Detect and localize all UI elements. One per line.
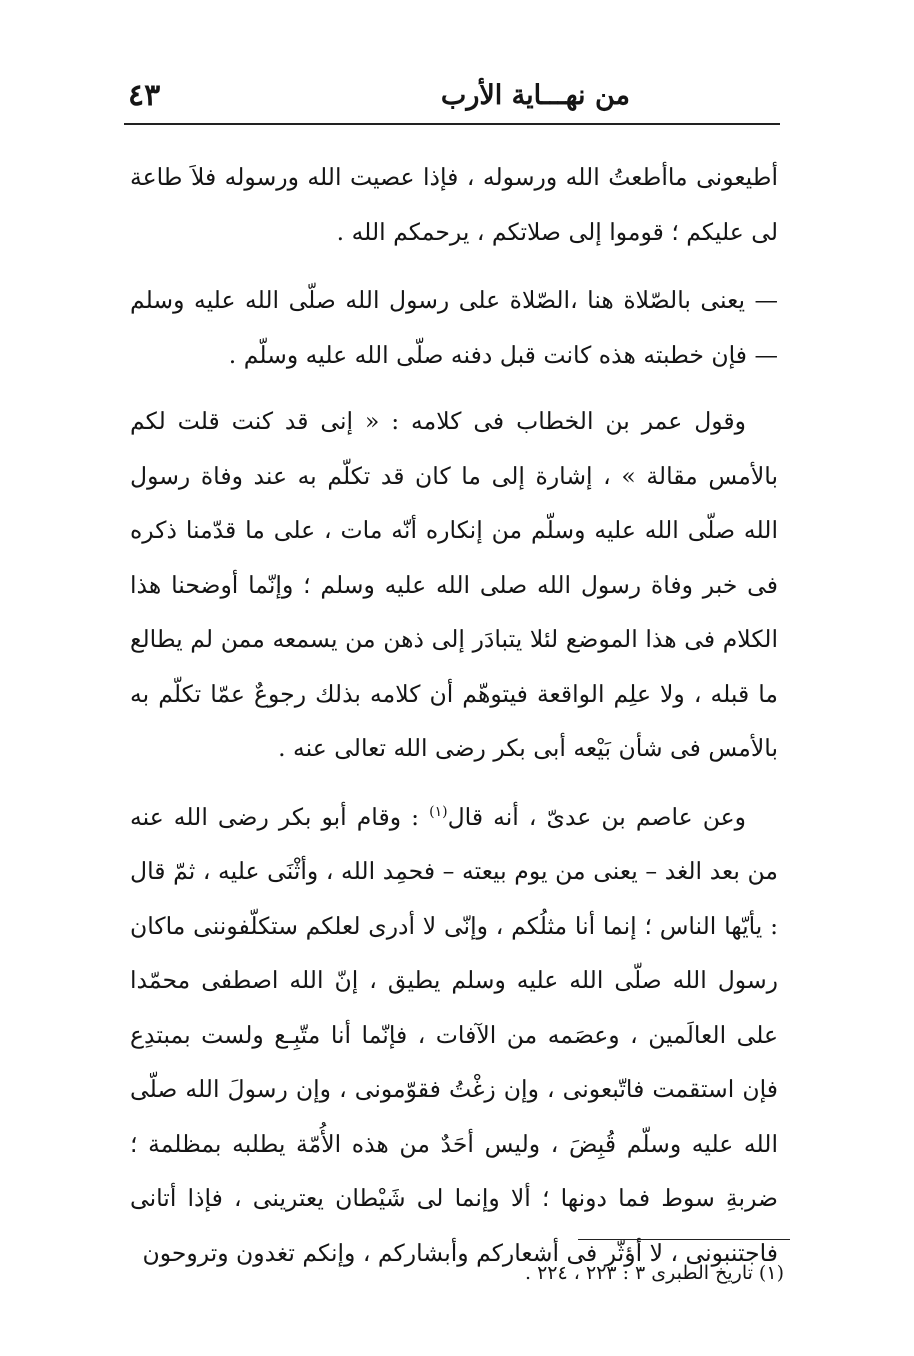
footnote: (١) تاريخ الطبرى ٣ : ٢٢٣ ، ٢٢٤ . [525,1262,784,1284]
body-text [130,150,778,1294]
paragraph-3: وقول عمر بن الخطاب فى كلامه : « إنى قد كنت قلت لكم بالأمس مقالة » ، إشارة إلى ما كان قد تكلّم به عند وفاة رسول الله صلّى الله عليه وسلّم من إنكاره أنّه مات ، على ما قدّمنا ذكره فى خبر وفاة رسول الله صلى الله عليه وسلم ؛ وإنّما أوضحنا هذا الكلام فى هذا الموضع لئلا يتبادَر إلى ذهن من يسمعه ممن لم يطالع ما قبله ، ولا علِم الواقعة فيتوهّم أن كلامه بذلك رجوعٌ عمّا تكلّم به بالأمس فى شأن بَيْعه أبى بكر رضى الله تعالى عنه . [130,407,778,762]
paragraph-2: — يعنى بالصّلاة هنا ،الصّلاة على رسول الله صلّى الله عليه وسلم — فإن خطبته هذه كانت قبل دفنه صلّى الله عليه وسلّم . [130,286,778,369]
paragraph-4-rest: : وقام أبو بكر رضى الله عنه من بعد الغد – يعنى من يوم بيعته – فحمِد الله ، وأثْنَى عليه ، ثمّ قال : يأيّها الناس ؛ إنما أنا مثلُكم ، وإنّى لا أدرى لعلكم ستكلّفوننى ماكان رسول الله صلّى الله عليه وسلم يطيق ، إنّ الله اصطفى محمّدا على العالَمين ، وعصَمه من الآفات ، فإنّما أنا متّبِـع ولست بمبتدِع فإن استقمت فاتّبعونى ، وإن زغْتُ فقوّمونى ، وإن رسولَ الله صلّى الله عليه وسلّم قُبِضَ ، وليس أحَدٌ من هذه الأُمّة يطلبه بمظلمة ؛ ضربةِ سوط فما دونها ؛ ألا وإنما لى شَيْطان يعترينى ، فإذا أتانى فاجتنبونى ، لا أؤثّر فى أشعاركم وأبشاركم ، وإنكم تغدون وتروحون [130,802,778,1267]
page-number: ٤٣ [128,78,161,113]
paragraph-1: أطيعونى ماأطعتُ الله ورسوله ، فإذا عصيت الله ورسوله فلاَ طاعة لى عليكم ؛ قوموا إلى صلاتكم ، يرحمكم الله . [130,163,778,246]
footnote-rule [578,1239,790,1240]
paragraph-4-start: وعن عاصم بن عدىّ ، أنه قال [447,802,746,831]
header-rule [124,123,780,125]
paragraph-4 [130,790,778,1281]
running-title: من نهـــاية الأرب [440,80,630,111]
footnote-reference[interactable]: (١) [429,803,448,820]
page-header [120,74,780,124]
